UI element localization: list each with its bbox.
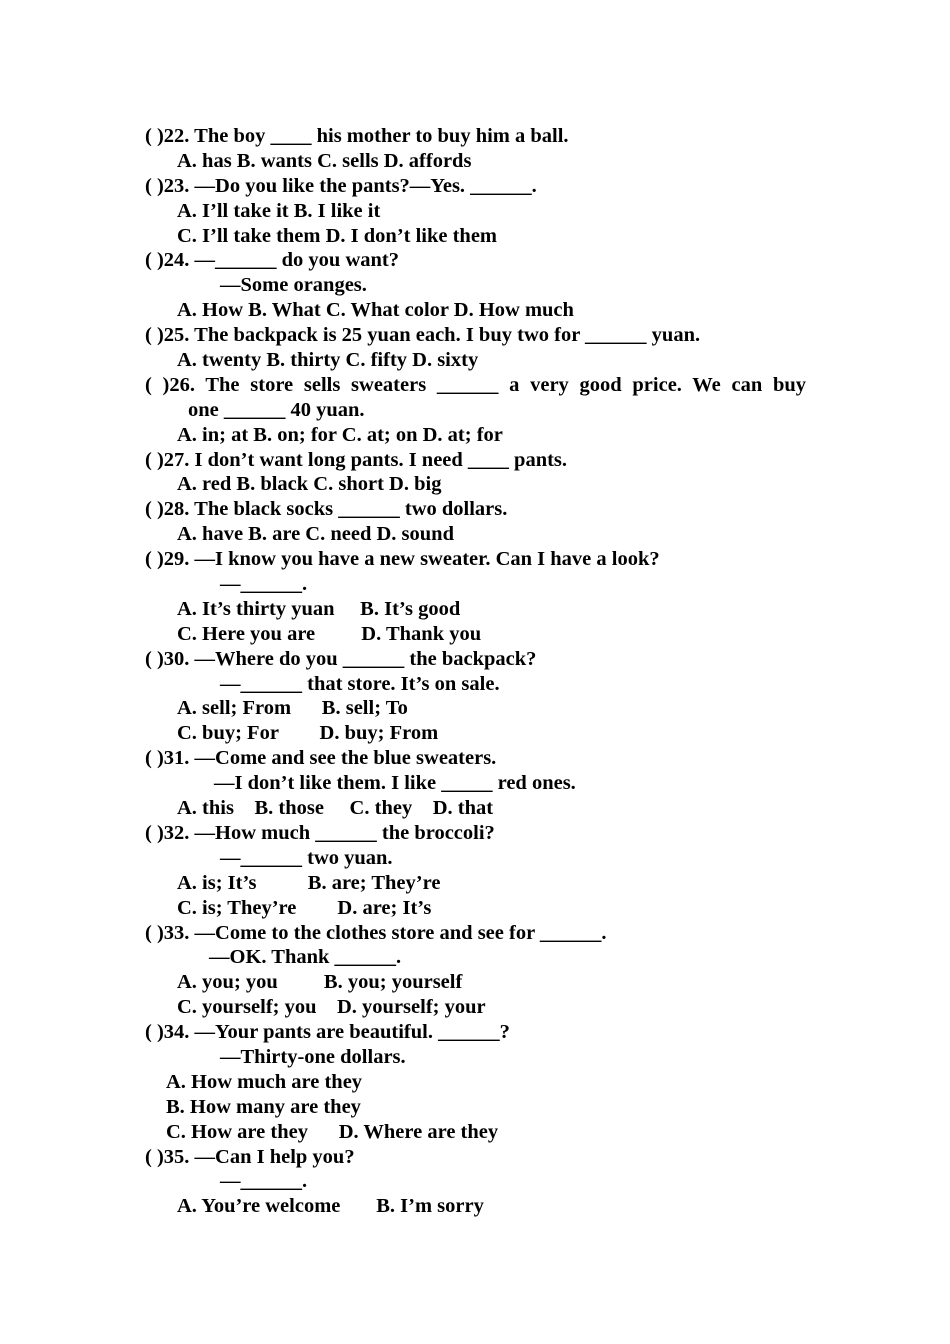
question-24: ( )24. —______ do you want? [145,249,399,272]
question-list [145,124,810,1219]
question-30-options-ab: A. sell; From B. sell; To [177,697,408,720]
question-25: ( )25. The backpack is 25 yuan each. I buy two for ______ yuan. [145,324,701,347]
question-28: ( )28. The black socks ______ two dollars. [145,498,508,521]
question-33-options-ab: A. you; you B. you; yourself [177,971,463,994]
question-32-options-cd: C. is; They’re D. are; It’s [177,896,432,919]
question-31-options: A. this B. those C. they D. that [177,797,494,820]
question-27: ( )27. I don’t want long pants. I need ____ pants. [145,448,568,471]
question-26-continuation: one ______ 40 yuan. [188,398,365,421]
question-24-reply: —Some oranges. [220,274,367,297]
question-35: ( )35. —Can I help you? [145,1145,355,1168]
question-25-options: A. twenty B. thirty C. fifty D. sixty [177,349,479,372]
question-33-options-cd: C. yourself; you D. yourself; your [177,996,486,1019]
question-32-options-ab: A. is; It’s B. are; They’re [177,871,441,894]
question-35-reply: —______. [220,1170,308,1193]
question-34: ( )34. —Your pants are beautiful. ______? [145,1021,510,1044]
question-32-reply: —______ two yuan. [220,846,393,869]
question-29-reply: —______. [220,573,308,596]
question-33-reply: —OK. Thank ______. [209,946,402,969]
question-26: ( )26. The store sells sweaters ______ a very good price. We can buy [145,373,806,396]
question-31-reply: —I don’t like them. I like _____ red ones. [214,772,576,795]
question-28-options: A. have B. are C. need D. sound [177,523,454,546]
question-22-options: A. has B. wants C. sells D. affords [177,149,472,172]
question-30-options-cd: C. buy; For D. buy; From [177,722,439,745]
question-29-options-cd: C. Here you are D. Thank you [177,622,482,645]
question-34-options-cd: C. How are they D. Where are they [166,1120,499,1143]
question-30-reply: —______ that store. It’s on sale. [220,672,500,695]
question-33: ( )33. —Come to the clothes store and see for ______. [145,921,607,944]
question-29-options-ab: A. It’s thirty yuan B. It’s good [177,597,461,620]
question-35-options-ab: A. You’re welcome B. I’m sorry [177,1195,484,1218]
question-31: ( )31. —Come and see the blue sweaters. [145,747,497,770]
question-30: ( )30. —Where do you ______ the backpack? [145,647,537,670]
question-23-options-ab: A. I’ll take it B. I like it [177,199,381,222]
question-23: ( )23. —Do you like the pants?—Yes. ______. [145,174,537,197]
question-27-options: A. red B. black C. short D. big [177,473,442,496]
question-34-option-b: B. How many are they [166,1095,361,1118]
question-32: ( )32. —How much ______ the broccoli? [145,821,495,844]
question-22: ( )22. The boy ____ his mother to buy him a ball. [145,125,569,147]
question-24-options: A. How B. What C. What color D. How much [177,299,574,322]
question-34-option-a: A. How much are they [166,1070,363,1093]
question-34-reply: —Thirty-one dollars. [220,1045,406,1068]
question-29: ( )29. —I know you have a new sweater. Can I have a look? [145,548,660,571]
question-23-options-cd: C. I’ll take them D. I don’t like them [177,224,498,247]
question-26-options: A. in; at B. on; for C. at; on D. at; for [177,423,503,446]
